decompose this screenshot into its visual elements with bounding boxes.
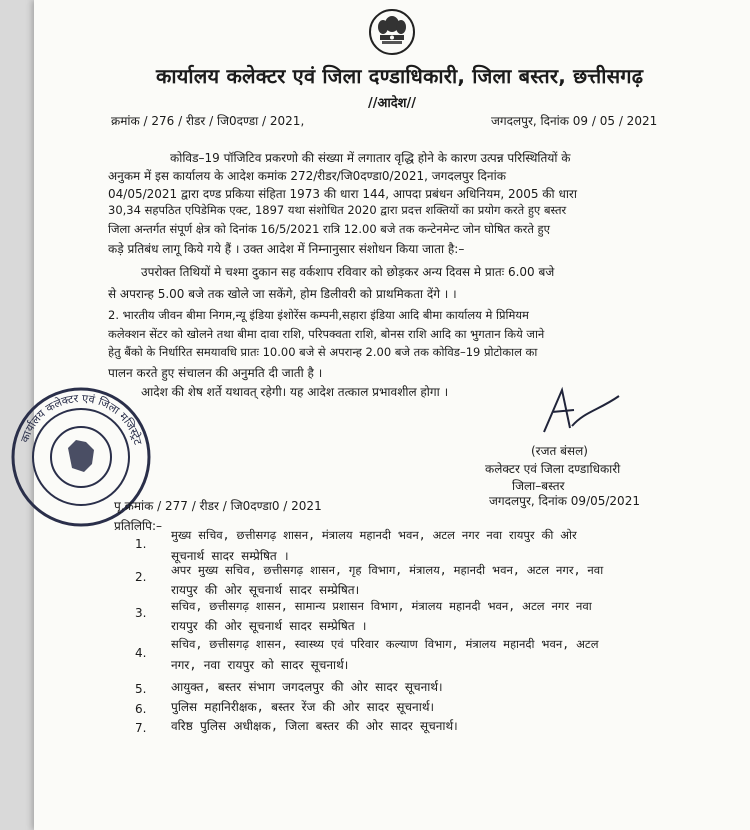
- national-emblem-icon: [369, 4, 415, 60]
- body-line: कलेक्शन सेंटर को खोलने तथा बीमा दावा राशि, परिपक्वता राशि, बोनस राशि आदि का भुगतान किये जाने: [108, 327, 545, 341]
- list-item-number: 4.: [135, 646, 147, 660]
- list-item: आयुक्त, बस्तर संभाग जगदलपुर की ओर सादर सूचनार्थ।: [171, 680, 443, 694]
- list-item-number: 5.: [135, 682, 147, 696]
- body-line: हेतु बैंको के निर्धारित समयावधि प्रातः 10.00 बजे से अपरान्ह 2.00 बजे तक कोविड–19 प्रोटोकाल का: [108, 345, 538, 359]
- list-item: मुख्य सचिव, छत्तीसगढ़ शासन, मंत्रालय महानदी भवन, अटल नगर नवा रायपुर की ओर: [171, 528, 577, 542]
- signatory-district: जिला–बस्तर: [512, 479, 565, 493]
- list-item: सूचनार्थ सादर सम्प्रेषित ।: [171, 549, 289, 563]
- list-item: अपर मुख्य सचिव, छत्तीसगढ़ शासन, गृह विभाग, मंत्रालय, महानदी भवन, अटल नगर, नवा: [171, 563, 604, 577]
- body-line: 04/05/2021 द्वारा दण्ड प्रकिया संहिता 1973 की धारा 144, आपदा प्रबंधन अधिनियम, 2005 की धारा: [108, 187, 577, 201]
- body-line: 30,34 सहपठित एपिडेमिक एक्ट, 1897 यथा संशोधित 2020 द्वारा प्रदत्त शक्तियों का प्रयोग करते हुए बस्तर: [108, 203, 567, 217]
- body-line: कड़े प्रतिबंध लागू किये गये हैं । उक्त आदेश में निम्नानुसार संशोधन किया जाता है:–: [108, 242, 465, 256]
- body-line: जिला अन्तर्गत संपूर्ण क्षेत्र को दिनांक 16/5/2021 रात्रि 12.00 बजे तक कन्टेनमेन्ट जोन घोषित करते हुए: [108, 222, 551, 236]
- list-item: सचिव, छत्तीसगढ़ शासन, सामान्य प्रशासन विभाग, मंत्रालय महानदी भवन, अटल नगर नवा: [171, 599, 592, 613]
- document-page: [18, 0, 750, 830]
- body-line: उपरोक्त तिथियों मे चश्मा दुकान सह वर्कशाप रविवार को छोड़कर अन्य दिवस मे प्रातः 6.00 बजे: [141, 265, 555, 279]
- order-date: जगदलपुर, दिनांक 09 / 05 / 2021: [491, 114, 658, 128]
- list-item: नगर, नवा रायपुर को सादर सूचनार्थ।: [171, 658, 349, 672]
- list-item-number: 1.: [135, 537, 147, 551]
- signatory-name: (रजत बंसल): [531, 444, 588, 458]
- office-title: कार्यालय कलेक्टर एवं जिला दण्डाधिकारी, जिला बस्तर, छत्तीसगढ़: [156, 64, 644, 88]
- order-heading: //आदेश//: [368, 96, 417, 111]
- signatory-designation: कलेक्टर एवं जिला दण्डाधिकारी: [485, 462, 621, 476]
- body-line: कोविड–19 पॉजिटिव प्रकरणो की संख्या में लगातार वृद्धि होने के कारण उत्पन्न परिस्थितियों के: [170, 151, 571, 165]
- endorsement-reference: पृ.क्रमांक / 277 / रीडर / जि0दण्डा0 / 2021: [114, 499, 322, 513]
- body-line: से अपरान्ह 5.00 बजे तक खोले जा सकेंगे, होम डिलीवरी को प्राथमिकता देंगे । ।: [108, 287, 457, 301]
- signatory-place-date: जगदलपुर, दिनांक 09/05/2021: [489, 494, 640, 508]
- list-item-number: 2.: [135, 570, 147, 584]
- list-item-number: 6.: [135, 702, 147, 716]
- body-line: आदेश की शेष शर्ते यथावत् रहेगी। यह आदेश तत्काल प्रभावशील होगा ।: [141, 385, 449, 399]
- body-line: अनुकम में इस कार्यालय के आदेश कमांक 272/रीडर/जि0दण्डा0/2021, जगदलपुर दिनांक: [108, 169, 506, 183]
- list-item: सचिव, छत्तीसगढ़ शासन, स्वास्थ्य एवं परिवार कल्याण विभाग, मंत्रालय महानदी भवन, अटल: [171, 637, 599, 651]
- seal-text: कार्यालय कलेक्टर एवं जिला मजिस्ट्रेट: [18, 391, 145, 447]
- order-reference: क्रमांक / 276 / रीडर / जि0दण्डा / 2021,: [111, 114, 305, 128]
- copy-to-label: प्रतिलिपि:–: [114, 519, 162, 533]
- signature-mark: [514, 382, 624, 438]
- body-line: 2. भारतीय जीवन बीमा निगम,न्यू इंडिया इंशोरेंस कम्पनी,सहारा इंडिया आदि बीमा कार्यालय मे प्रिमियम: [108, 308, 529, 322]
- list-item-number: 7.: [135, 721, 147, 735]
- list-item-number: 3.: [135, 606, 147, 620]
- list-item: रायपुर की ओर सूचनार्थ सादर सम्प्रेषित ।: [171, 619, 367, 633]
- list-item: वरिष्ठ पुलिस अधीक्षक, जिला बस्तर की ओर सादर सूचनार्थ।: [171, 719, 458, 733]
- list-item: रायपुर की ओर सूचनार्थ सादर सम्प्रेषित।: [171, 583, 360, 597]
- body-line: पालन करते हुए संचालन की अनुमति दी जाती है ।: [108, 366, 323, 380]
- list-item: पुलिस महानिरीक्षक, बस्तर रेंज की ओर सादर सूचनार्थ।: [171, 700, 435, 714]
